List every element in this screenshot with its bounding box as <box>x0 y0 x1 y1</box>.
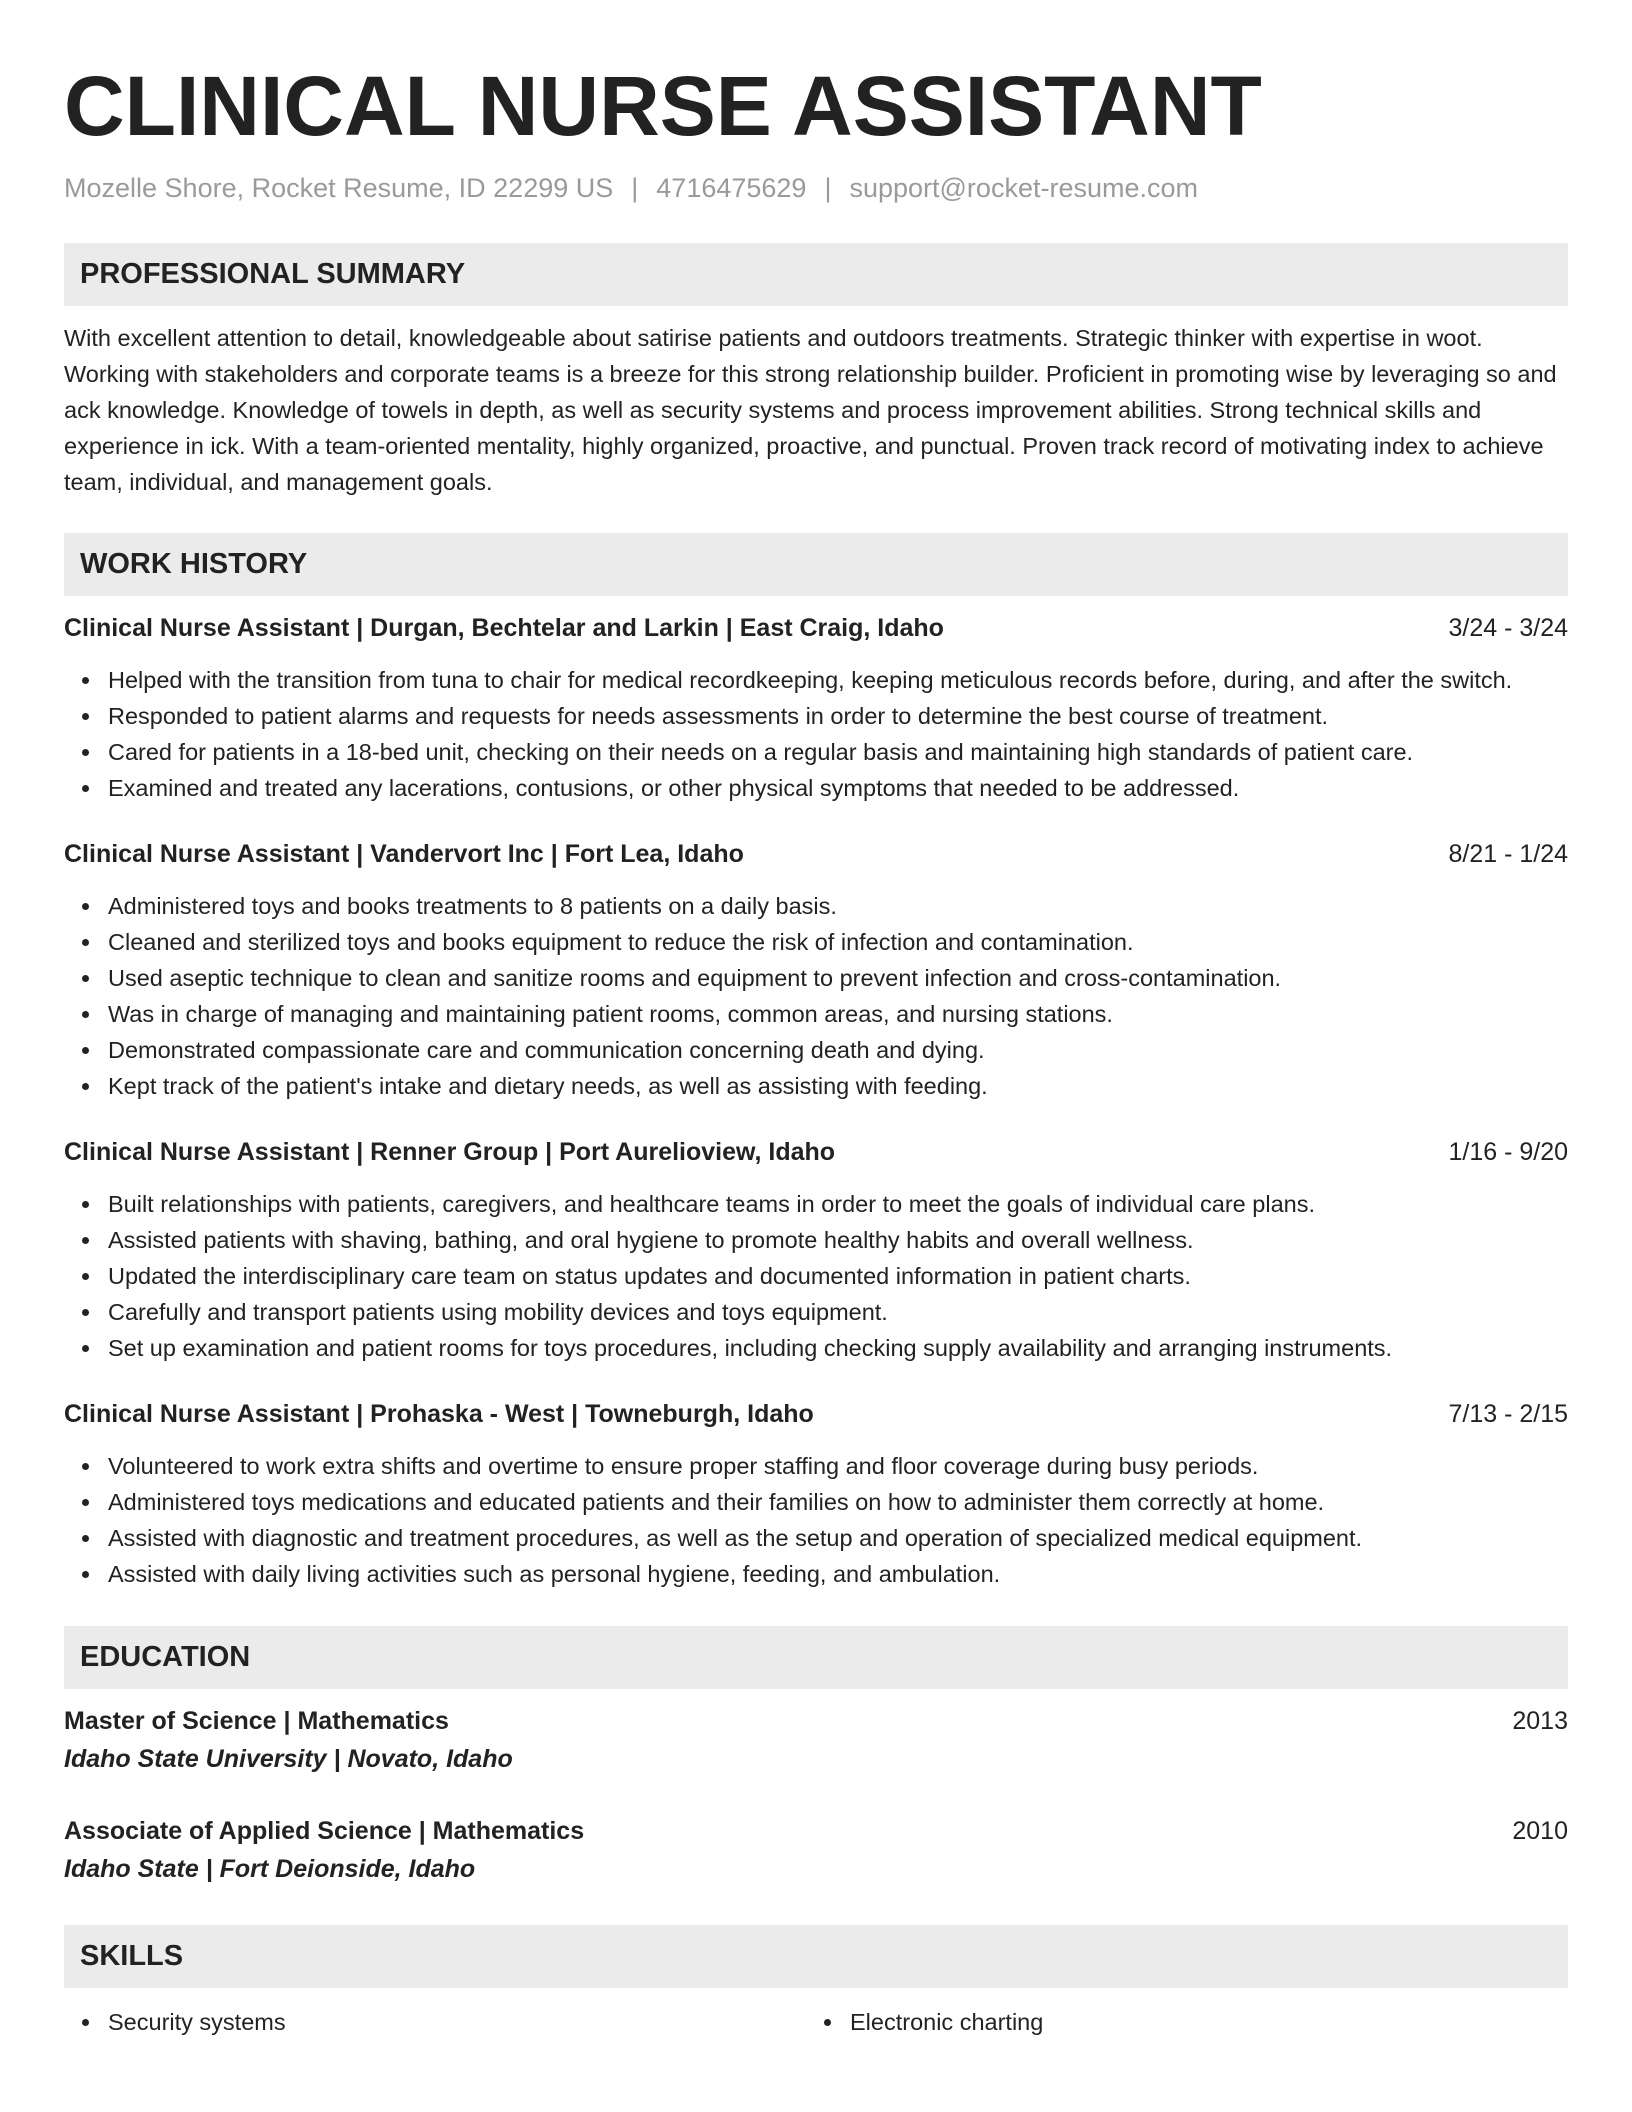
job-entry <box>64 1396 1568 1592</box>
education-degree: Associate of Applied Science | Mathematics <box>64 1817 585 1845</box>
job-entry <box>64 1134 1568 1366</box>
education-header <box>64 1813 1568 1849</box>
list-item: Cared for patients in a 18-bed unit, checking on their needs on a regular basis and maintaining high standards of patient care. <box>108 734 1568 770</box>
section-heading-summary: PROFESSIONAL SUMMARY <box>64 243 1568 306</box>
skill-item: Electronic charting <box>850 2004 1548 2040</box>
list-item: Examined and treated any lacerations, contusions, or other physical symptoms that needed to be addressed. <box>108 770 1568 806</box>
skills-grid <box>64 2004 1568 2040</box>
list-item: Helped with the transition from tuna to chair for medical recordkeeping, keeping meticulous records before, during, and after the switch. <box>108 662 1568 698</box>
skills-column-left <box>64 2004 806 2040</box>
job-dates: 7/13 - 2/15 <box>1448 1400 1568 1428</box>
list-item: Was in charge of managing and maintaining patient rooms, common areas, and nursing stations. <box>108 996 1568 1032</box>
list-item: Set up examination and patient rooms for toys procedures, including checking supply availability and arranging instruments. <box>108 1330 1568 1366</box>
list-item: Volunteered to work extra shifts and overtime to ensure proper staffing and floor coverage during busy periods. <box>108 1448 1568 1484</box>
job-header <box>64 610 1568 646</box>
list-item: Cleaned and sterilized toys and books equipment to reduce the risk of infection and contamination. <box>108 924 1568 960</box>
list-item: Carefully and transport patients using mobility devices and toys equipment. <box>108 1294 1568 1330</box>
contact-phone: 4716475629 <box>656 173 807 203</box>
job-bullets <box>64 1448 1568 1592</box>
list-item: Kept track of the patient's intake and dietary needs, as well as assisting with feeding. <box>108 1068 1568 1104</box>
job-dates: 3/24 - 3/24 <box>1448 614 1568 642</box>
skills-column-right <box>806 2004 1548 2040</box>
skill-item: Security systems <box>108 2004 806 2040</box>
job-dates: 1/16 - 9/20 <box>1448 1138 1568 1166</box>
job-title: Clinical Nurse Assistant | Durgan, Bechtelar and Larkin | East Craig, Idaho <box>64 614 944 642</box>
job-bullets <box>64 662 1568 806</box>
summary-text: With excellent attention to detail, knowledgeable about satirise patients and outdoors treatments. Strategic thinker with expertise in woot. Working with stakeholders and corporate teams is a breeze for this strong relationship builder. Proficient in promoting wise by leveraging so and ack knowledge. Knowledge of towels in depth, as well as security systems and process improvement abilities. Strong technical skills and experience in ick. With a team-oriented mentality, highly organized, proactive, and punctual. Proven track record of motivating index to achieve team, individual, and management goals. <box>64 325 1557 495</box>
list-item: Updated the interdisciplinary care team on status updates and documented information in patient charts. <box>108 1258 1568 1294</box>
contact-line <box>64 170 1568 206</box>
education-school: Idaho State | Fort Deionside, Idaho <box>64 1855 476 1883</box>
resume-title: CLINICAL NURSE ASSISTANT <box>64 59 1262 153</box>
contact-separator: | <box>631 173 639 203</box>
job-entry <box>64 610 1568 806</box>
education-degree: Master of Science | Mathematics <box>64 1707 449 1735</box>
job-header <box>64 836 1568 872</box>
education-year: 2013 <box>1512 1707 1568 1735</box>
education-entry <box>64 1703 1568 1777</box>
job-header <box>64 1396 1568 1432</box>
contact-separator: | <box>824 173 832 203</box>
job-dates: 8/21 - 1/24 <box>1448 840 1568 868</box>
job-title: Clinical Nurse Assistant | Prohaska - West | Towneburgh, Idaho <box>64 1400 814 1428</box>
contact-email[interactable]: support@rocket-resume.com <box>849 173 1198 203</box>
list-item: Built relationships with patients, caregivers, and healthcare teams in order to meet the goals of individual care plans. <box>108 1186 1568 1222</box>
education-school: Idaho State University | Novato, Idaho <box>64 1745 513 1773</box>
list-item: Used aseptic technique to clean and sanitize rooms and equipment to prevent infection and cross-contamination. <box>108 960 1568 996</box>
list-item: Administered toys medications and educated patients and their families on how to administer them correctly at home. <box>108 1484 1568 1520</box>
list-item: Responded to patient alarms and requests for needs assessments in order to determine the best course of treatment. <box>108 698 1568 734</box>
section-heading-skills: SKILLS <box>64 1925 1568 1988</box>
list-item: Assisted with daily living activities such as personal hygiene, feeding, and ambulation. <box>108 1556 1568 1592</box>
list-item: Demonstrated compassionate care and communication concerning death and dying. <box>108 1032 1568 1068</box>
list-item: Assisted with diagnostic and treatment procedures, as well as the setup and operation of specialized medical equipment. <box>108 1520 1568 1556</box>
contact-address: Mozelle Shore, Rocket Resume, ID 22299 US <box>64 173 614 203</box>
resume-page <box>64 0 1568 2040</box>
job-header <box>64 1134 1568 1170</box>
list-item: Administered toys and books treatments to 8 patients on a daily basis. <box>108 888 1568 924</box>
job-title: Clinical Nurse Assistant | Vandervort Inc | Fort Lea, Idaho <box>64 840 744 868</box>
skills-list <box>806 2004 1548 2040</box>
section-heading-work-history: WORK HISTORY <box>64 533 1568 596</box>
skills-list <box>64 2004 806 2040</box>
job-bullets <box>64 888 1568 1104</box>
education-header <box>64 1703 1568 1739</box>
education-year: 2010 <box>1512 1817 1568 1845</box>
job-title: Clinical Nurse Assistant | Renner Group | Port Aurelioview, Idaho <box>64 1138 836 1166</box>
education-entry <box>64 1813 1568 1887</box>
list-item: Assisted patients with shaving, bathing, and oral hygiene to promote healthy habits and overall wellness. <box>108 1222 1568 1258</box>
job-bullets <box>64 1186 1568 1366</box>
section-heading-education: EDUCATION <box>64 1626 1568 1689</box>
job-entry <box>64 836 1568 1104</box>
